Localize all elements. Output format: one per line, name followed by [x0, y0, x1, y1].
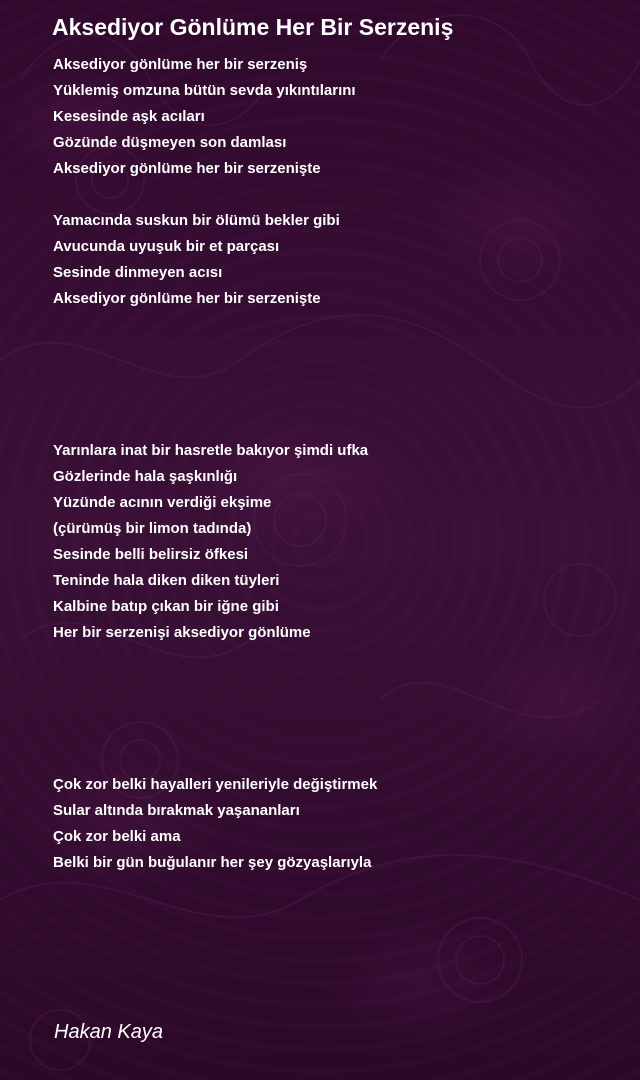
stanza-3: [53, 438, 368, 646]
stanza-1: [53, 52, 356, 182]
stanza-2: [53, 208, 340, 312]
poem-line: Gözlerinde hala şaşkınlığı: [53, 468, 238, 485]
poem-line: Yamacında suskun bir ölümü bekler gibi: [53, 212, 340, 229]
poem-line: Aksediyor gönlüme her bir serzenişte: [53, 290, 321, 307]
poem-line: Avucunda uyuşuk bir et parçası: [53, 238, 280, 255]
stanza-4: [53, 772, 377, 876]
poem-line: Kesesinde aşk acıları: [53, 108, 205, 125]
poem-line: Çok zor belki ama: [53, 828, 181, 845]
poem-line: Sesinde dinmeyen acısı: [53, 264, 223, 281]
poem-line: Aksediyor gönlüme her bir serzenişte: [53, 160, 321, 177]
poem-author: Hakan Kaya: [54, 1021, 163, 1043]
poem-line: Yarınlara inat bir hasretle bakıyor şimdi ufka: [53, 442, 369, 459]
poem-line: Gözünde düşmeyen son damlası: [53, 134, 287, 151]
poem-line: Çok zor belki hayalleri yenileriyle değiştirmek: [53, 776, 378, 793]
poem-line: Teninde hala diken diken tüyleri: [53, 572, 280, 589]
poem-line: Sular altında bırakmak yaşananları: [53, 802, 300, 819]
poem-line: Kalbine batıp çıkan bir iğne gibi: [53, 598, 279, 615]
poem-line: Yüklemiş omzuna bütün sevda yıkıntılarını: [53, 82, 356, 99]
poem-line: Her bir serzenişi aksediyor gönlüme: [53, 624, 311, 641]
poem-line: Aksediyor gönlüme her bir serzeniş: [53, 56, 308, 73]
poem-line: Belki bir gün buğulanır her şey gözyaşlarıyla: [53, 854, 372, 871]
poem-line: (çürümüş bir limon tadında): [53, 520, 252, 537]
poem-line: Yüzünde acının verdiği ekşime: [53, 494, 272, 511]
poem-line: Sesinde belli belirsiz öfkesi: [53, 546, 249, 563]
poem-title: Aksediyor Gönlüme Her Bir Serzeniş: [52, 14, 454, 40]
